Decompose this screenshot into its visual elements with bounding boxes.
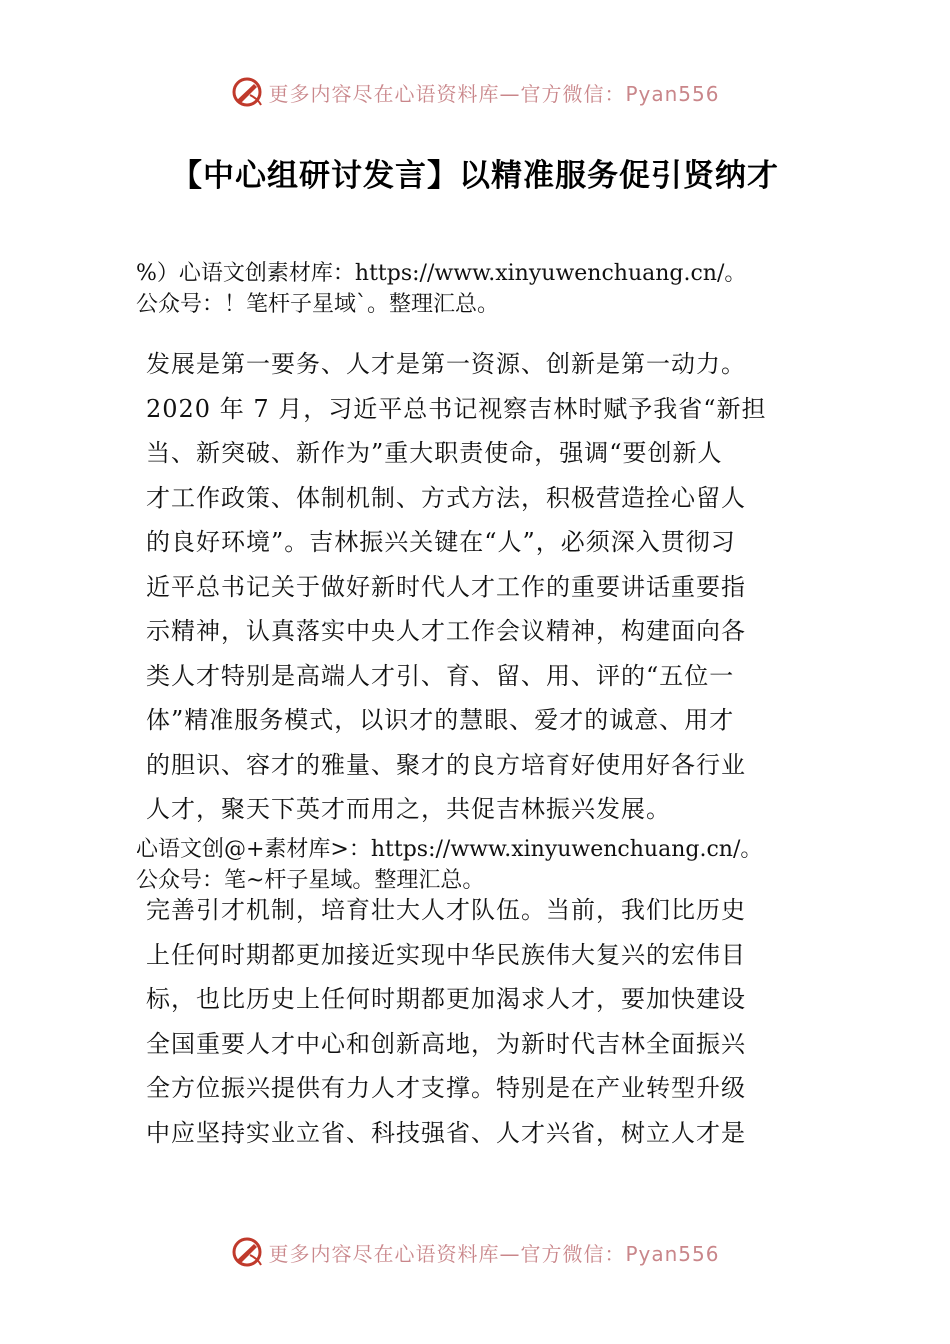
text-line: 全方位振兴提供有力人才支撑。特别是在产业转型升级 (146, 1074, 746, 1102)
footer-banner (0, 1232, 950, 1272)
pen-circle-logo-icon (230, 1235, 264, 1269)
source-note-line: 心语文创@+素材库>：https://www.xinyuwenchuang.cn/。 (136, 837, 763, 862)
text-line: 发展是第一要务、人才是第一资源、创新是第一动力。 (146, 350, 746, 378)
pen-circle-logo-icon (230, 75, 264, 109)
header-banner (0, 72, 950, 112)
source-note-1 (136, 258, 746, 320)
text-line: 当、新突破、新作为”重大职责使命，强调“要创新人 (146, 439, 723, 467)
text-line: 才工作政策、体制机制、方式方法，积极营造拴心留人 (146, 483, 746, 512)
text-line: 近平总书记关于做好新时代人才工作的重要讲话重要指 (146, 572, 746, 601)
header-banner-text: 更多内容尽在心语资料库—官方微信：Pyan556 (268, 81, 720, 106)
text-line: 全国重要人才中心和创新高地，为新时代吉林全面振兴 (146, 1029, 746, 1058)
text-line: 体”精准服务模式，以识才的慧眼、爱才的诚意、用才 (146, 706, 735, 734)
source-note-line: 公众号：！笔杆子星域`。整理汇总。 (136, 292, 500, 317)
text-line: 的良好环境”。吉林振兴关键在“人”，必须深入贯彻习 (146, 528, 736, 556)
text-line: 人才，聚天下英才而用之，共促吉林振兴发展。 (146, 795, 671, 823)
text-line: 的胆识、容才的雅量、聚才的良方培育好使用好各行业 (146, 750, 746, 779)
source-note-line: 公众号：笔~杆子星域。整理汇总。 (136, 868, 485, 893)
source-note-line: %）心语文创素材库：https://www.xinyuwenchuang.cn/。 (136, 261, 747, 286)
source-note-2 (136, 834, 762, 896)
text-line: 示精神，认真落实中央人才工作会议精神，构建面向各 (146, 617, 746, 645)
text-line: 完善引才机制，培育壮大人才队伍。当前，我们比历史 (146, 896, 746, 924)
text-line: 上任何时期都更加接近实现中华民族伟大复兴的宏伟目 (146, 940, 746, 969)
text-line: 2020 年 7 月，习近平总书记视察吉林时赋予我省“新担 (146, 394, 767, 423)
text-line: 中应坚持实业立省、科技强省、人才兴省，树立人才是 (146, 1118, 746, 1147)
body-paragraph-2 (146, 888, 826, 1155)
text-line: 标，也比历史上任何时期都更加渴求人才，要加快建设 (146, 985, 746, 1013)
footer-banner-text: 更多内容尽在心语资料库—官方微信：Pyan556 (268, 1241, 720, 1266)
body-paragraph-1 (146, 342, 826, 832)
text-line: 类人才特别是高端人才引、育、留、用、评的“五位一 (146, 661, 735, 690)
page-title: 【中心组研讨发言】以精准服务促引贤纳才 (171, 158, 779, 194)
